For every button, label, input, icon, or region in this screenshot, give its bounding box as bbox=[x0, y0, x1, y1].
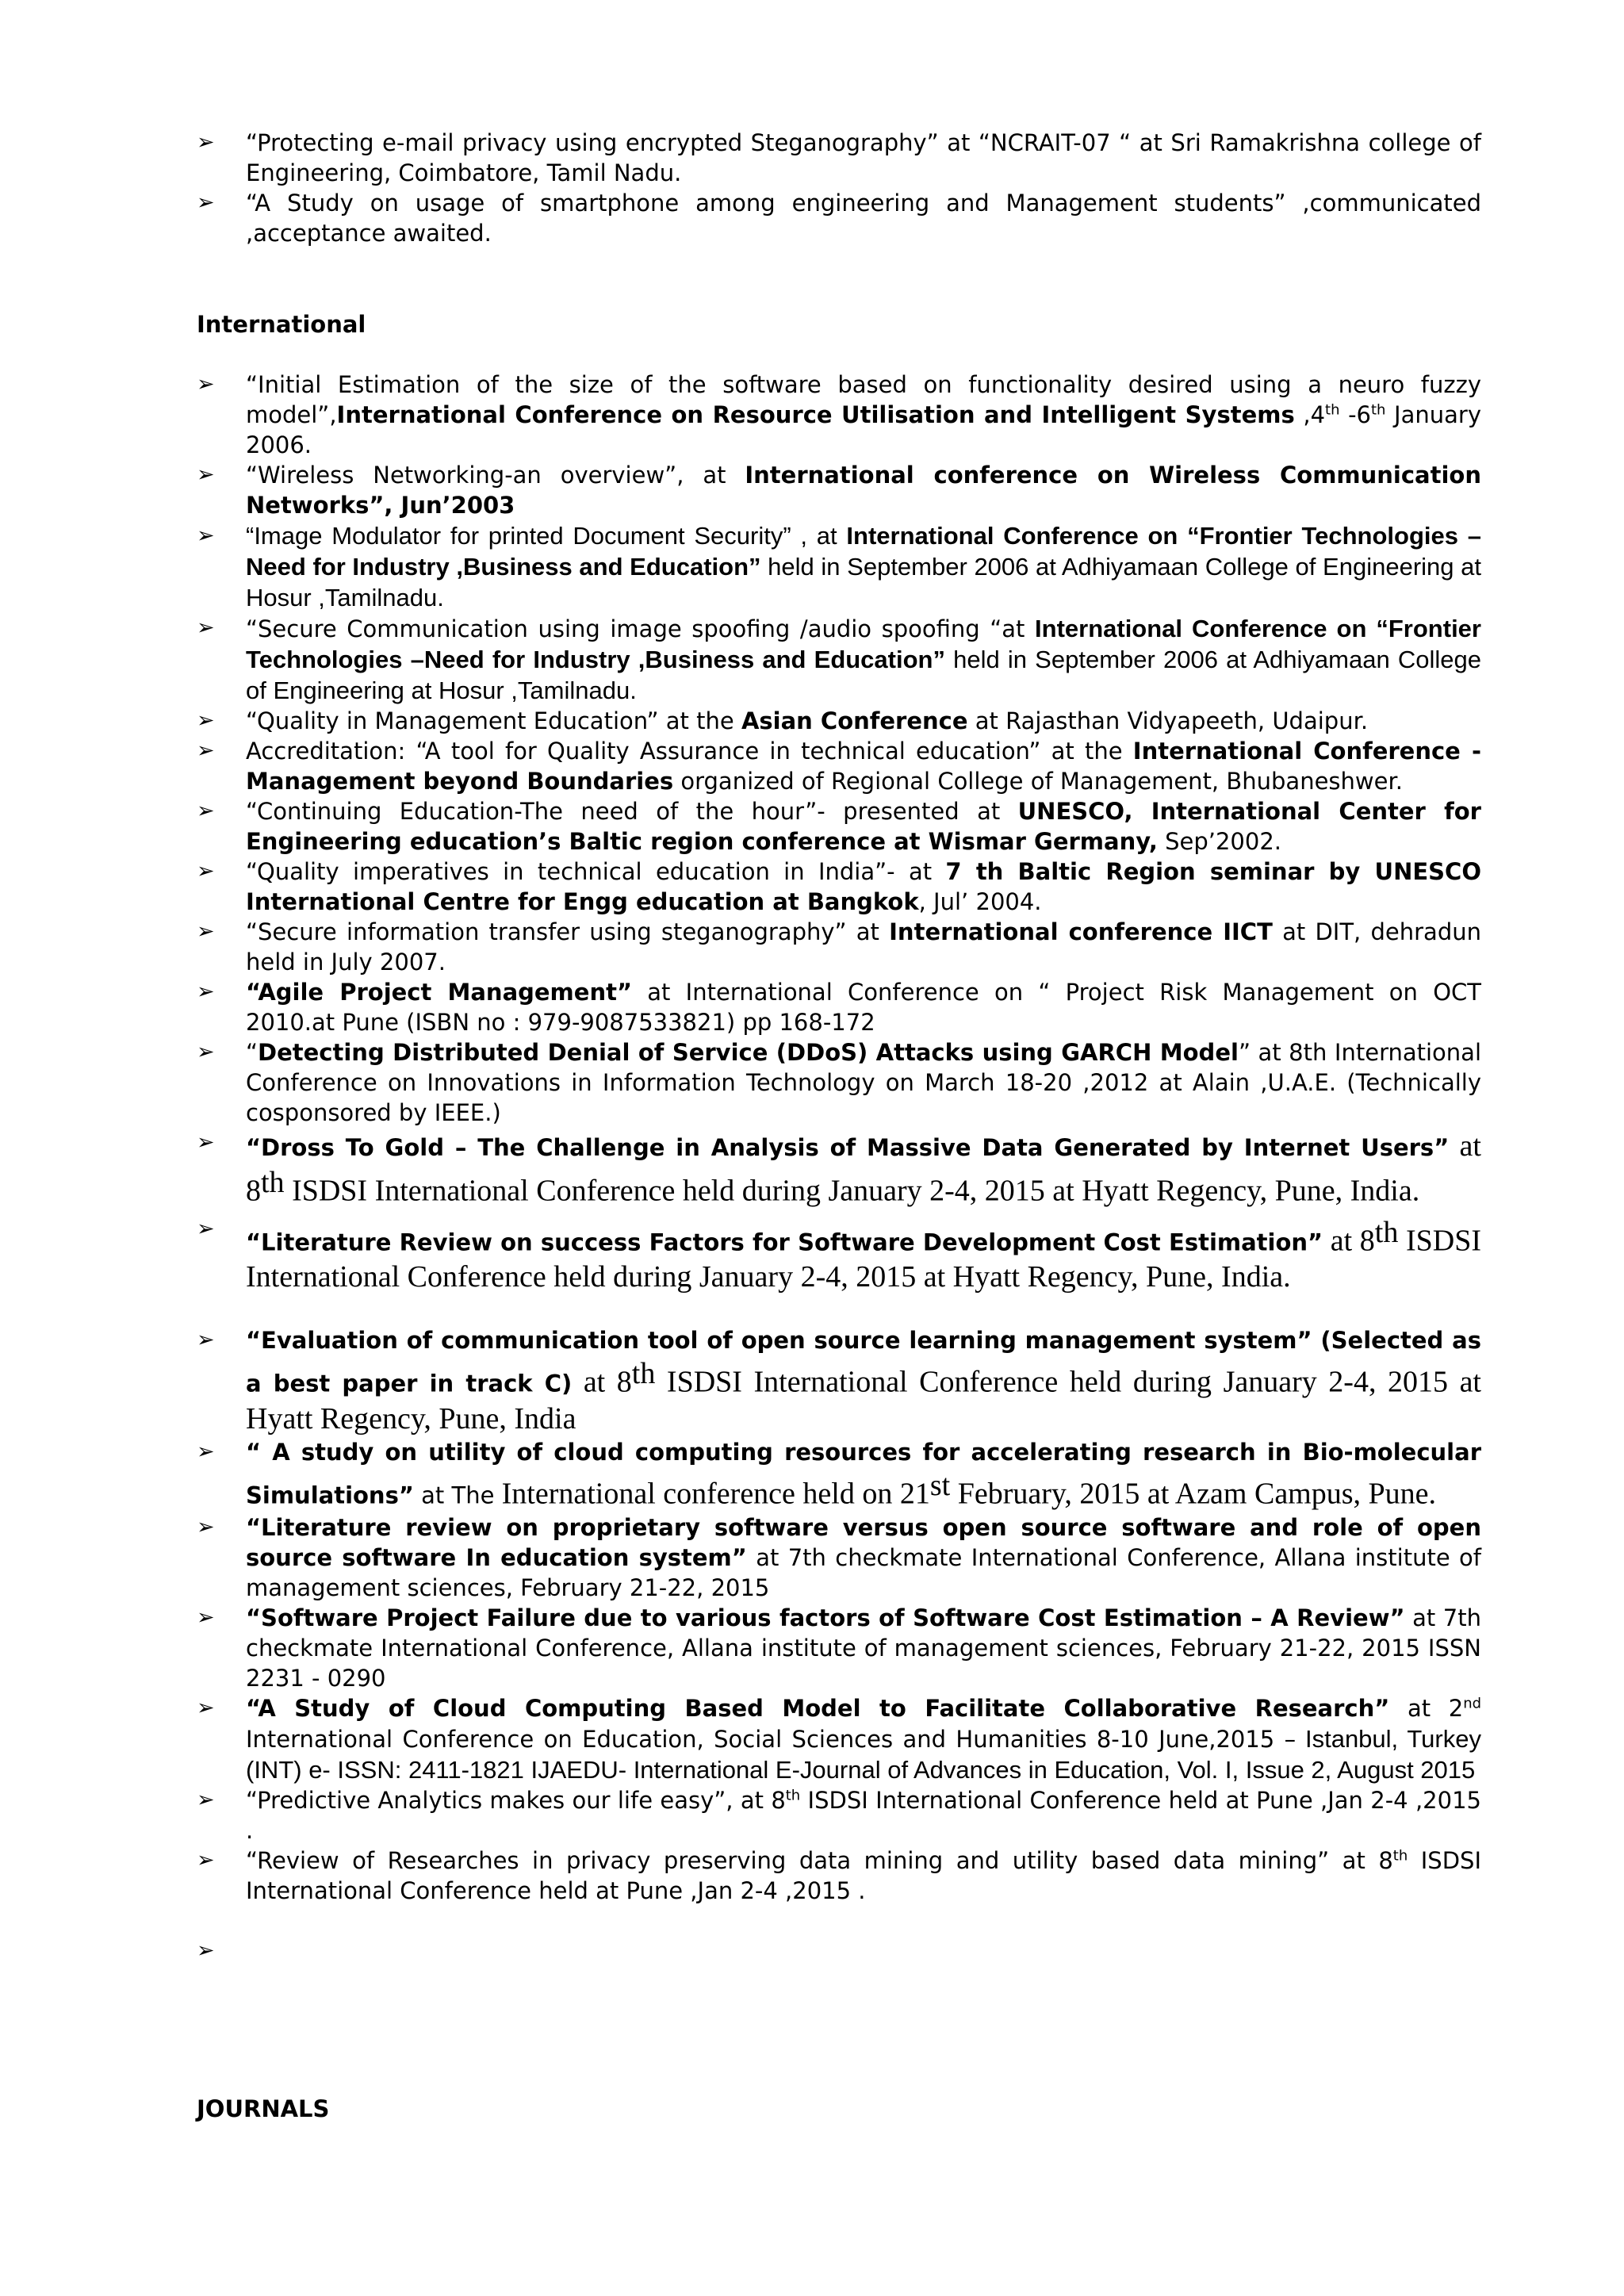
list-item bbox=[197, 736, 1481, 796]
text-run: International conference IICT bbox=[889, 918, 1273, 945]
text-run: International Conference on “Frontier Technologies –Need for Industry ,Business and Education” bbox=[246, 615, 1481, 673]
section-heading-international: International bbox=[197, 311, 366, 338]
text-run: at The bbox=[413, 1481, 502, 1509]
text-run: th bbox=[1325, 401, 1340, 419]
text-run: th bbox=[1392, 1846, 1408, 1864]
text-run: organized of Regional College of Management, Bhubaneshwer. bbox=[673, 768, 1403, 795]
text-run: nd bbox=[1463, 1694, 1481, 1711]
text-run: “Predictive Analytics makes our life easy”, at 8 bbox=[246, 1786, 786, 1814]
list-item bbox=[197, 857, 1481, 917]
text-run: “Literature review on proprietary software versus open source software and role of open source software In education system” bbox=[246, 1513, 1481, 1571]
text-run: ISDSI International Conference held during January 2-4, 2015 at Hyatt Regency, Pune, India. bbox=[284, 1174, 1420, 1208]
text-run: “A Study on usage of smartphone among engineering and Management students” ,communicated ,acceptance awaited. bbox=[246, 190, 1481, 247]
text-run: UNESCO, International Center for Engineering education’s Baltic region conference at Wismar Germany, bbox=[246, 798, 1481, 855]
text-run: “Review of Researches in privacy preserving data mining and utility based data mining” at 8 bbox=[246, 1846, 1393, 1874]
text-run: st bbox=[929, 1468, 951, 1502]
text-run: th bbox=[261, 1166, 285, 1199]
text-run: “Quality in Management Education” at the bbox=[246, 707, 741, 734]
list-item bbox=[197, 613, 1481, 706]
text-run: at International Conference on “ Project Risk Management on OCT 2010.at Pune (ISBN no : 979-9087533821) pp 168-172 bbox=[246, 979, 1481, 1036]
text-run: International conference on Wireless Communication Networks”, Jun’2003 bbox=[246, 462, 1481, 519]
text-run: “Continuing Education-The need of the hour”- presented at bbox=[246, 798, 1018, 825]
list-item bbox=[197, 1785, 1481, 1846]
text-run: February, 2015 at Azam Campus, Pune. bbox=[950, 1477, 1437, 1511]
text-run: at DIT, dehradun held in July 2007. bbox=[246, 918, 1481, 976]
section-heading-journals: JOURNALS bbox=[197, 2095, 330, 2122]
text-run: “Evaluation of communication tool of open source learning management system” (Selected as a best paper in track C) bbox=[246, 1327, 1481, 1397]
text-run: “Protecting e-mail privacy using encrypted Steganography” at “NCRAIT-07 “ at Sri Ramakrishna college of Engineering, Coimbatore, Tamil Nadu. bbox=[246, 129, 1481, 186]
text-run: , Jul’ 2004. bbox=[918, 888, 1042, 915]
text-run: at 7th checkmate International Conference, Allana institute of management sciences, February 21-22, 2015 bbox=[246, 1543, 1481, 1601]
list-item bbox=[197, 977, 1481, 1037]
text-run: “Image Modulator for printed Document Security” , at bbox=[246, 522, 847, 550]
text-run: “Software Project Failure due to various factors of Software Cost Estimation – A Review” bbox=[246, 1604, 1405, 1631]
list-item bbox=[197, 128, 1481, 188]
text-run: at 8 bbox=[572, 1365, 632, 1399]
list-item bbox=[197, 1037, 1481, 1128]
text-run: “Agile Project Management” bbox=[246, 979, 633, 1006]
text-run: ISDSI International Conference held during January 2-4, 2015 at Hyatt Regency, Pune, India. bbox=[246, 1224, 1481, 1294]
text-run: at 8 bbox=[1323, 1224, 1375, 1258]
text-run: Accreditation: “A tool for Quality Assurance in technical education” at the bbox=[246, 738, 1133, 765]
text-run: “Quality imperatives in technical education in India”- at bbox=[246, 858, 946, 885]
text-run: “Secure Communication using image spoofing /audio spoofing “at bbox=[246, 615, 1036, 642]
list-item bbox=[197, 1512, 1481, 1603]
text-run: International Conference on Resource Utilisation and Intelligent Systems bbox=[336, 401, 1295, 428]
text-run: held in September 2006 at Adhiyamaan College of Engineering at Hosur ,Tamilnadu. bbox=[246, 646, 1481, 704]
text-run: ISDSI International Conference held at Pune ,Jan 2-4 ,2015 . bbox=[246, 1786, 1481, 1844]
text-run: 7 th Baltic Region seminar by UNESCO International Centre for Engg education at Bangkok bbox=[246, 858, 1481, 915]
text-run: ” at 8th International Conference on Innovations in Information Technology on March 18-20 ,2012 at Alain ,U.A.E. (Technically cosponsored by IEEE.) bbox=[246, 1039, 1482, 1126]
text-run: held in September 2006 at Adhiyamaan College of Engineering at Hosur ,Tamilnadu. bbox=[246, 553, 1481, 611]
text-run: “A Study of Cloud Computing Based Model to Facilitate Collaborative Research” bbox=[246, 1694, 1390, 1722]
text-run: International conference held on 21 bbox=[501, 1477, 930, 1511]
text-run: at 7th checkmate International Conference, Allana institute of management sciences, February 21-22, 2015 ISSN 2231 - 0290 bbox=[246, 1604, 1481, 1692]
text-run: Sep’2002. bbox=[1157, 828, 1282, 855]
text-run: “ A study on utility of cloud computing resources for accelerating research in Bio-molecular Simulations” bbox=[246, 1438, 1481, 1509]
empty-list-item bbox=[197, 1936, 1481, 1966]
text-run: th bbox=[631, 1357, 656, 1391]
list-item bbox=[197, 188, 1481, 248]
list-item bbox=[197, 1128, 1481, 1209]
list-item bbox=[197, 1437, 1481, 1512]
text-run: ,4 bbox=[1294, 401, 1326, 428]
text-run: at 8 bbox=[246, 1129, 1481, 1208]
international-list bbox=[197, 370, 1481, 1966]
text-run: -6 bbox=[1339, 401, 1371, 428]
text-run: th bbox=[1374, 1215, 1399, 1249]
list-item bbox=[197, 917, 1481, 977]
list-item bbox=[197, 1603, 1481, 1693]
text-run: “Dross To Gold – The Challenge in Analysis of Massive Data Generated by Internet Users” bbox=[246, 1134, 1450, 1161]
text-run: Detecting Distributed Denial of Service (DDoS) Attacks using GARCH Model bbox=[258, 1039, 1239, 1066]
text-run: “Initial Estimation of the size of the software based on functionality desired using a neuro fuzzy model”, bbox=[246, 371, 1481, 428]
list-item bbox=[197, 370, 1481, 460]
text-run: th bbox=[1371, 401, 1386, 419]
top-list bbox=[197, 128, 1481, 248]
text-run: at Rajasthan Vidyapeeth, Udaipur. bbox=[967, 707, 1369, 734]
list-item bbox=[197, 1214, 1481, 1296]
text-run: “Literature Review on success Factors for Software Development Cost Estimation” bbox=[246, 1228, 1323, 1256]
list-item bbox=[197, 796, 1481, 857]
text-run: ISDSI International Conference held during January 2-4, 2015 at Hyatt Regency, Pune, India bbox=[246, 1365, 1481, 1435]
list-item bbox=[197, 460, 1481, 520]
text-run: International Conference - Management beyond Boundaries bbox=[246, 738, 1481, 795]
text-run: Istanbul, Turkey (INT) e- ISSN: 2411-1821 IJAEDU- International E-Journal of Advances in Education, Vol. I, Issue 2, August 2015 bbox=[246, 1724, 1481, 1784]
text-run: “Secure information transfer using steganography” at bbox=[246, 918, 890, 945]
text-run: Asian Conference bbox=[741, 707, 968, 734]
list-item bbox=[197, 520, 1481, 613]
list-item bbox=[197, 1325, 1481, 1437]
text-run: “ bbox=[246, 1039, 259, 1066]
text-run: International Conference on “Frontier Technologies –Need for Industry ,Business and Education” bbox=[246, 522, 1481, 581]
list-item bbox=[197, 1846, 1481, 1906]
text-run: “Wireless Networking-an overview”, at bbox=[246, 462, 745, 489]
text-run: January 2006. bbox=[246, 401, 1481, 458]
list-item bbox=[197, 706, 1481, 736]
text-run: th bbox=[785, 1786, 801, 1803]
list-item bbox=[197, 1693, 1481, 1785]
text-run: International Conference on Education, Social Sciences and Humanities 8-10 June,2015 – bbox=[246, 1725, 1297, 1753]
text-run: ISDSI International Conference held at Pune ,Jan 2-4 ,2015 . bbox=[246, 1846, 1481, 1904]
text-run: at 2 bbox=[1389, 1694, 1464, 1722]
